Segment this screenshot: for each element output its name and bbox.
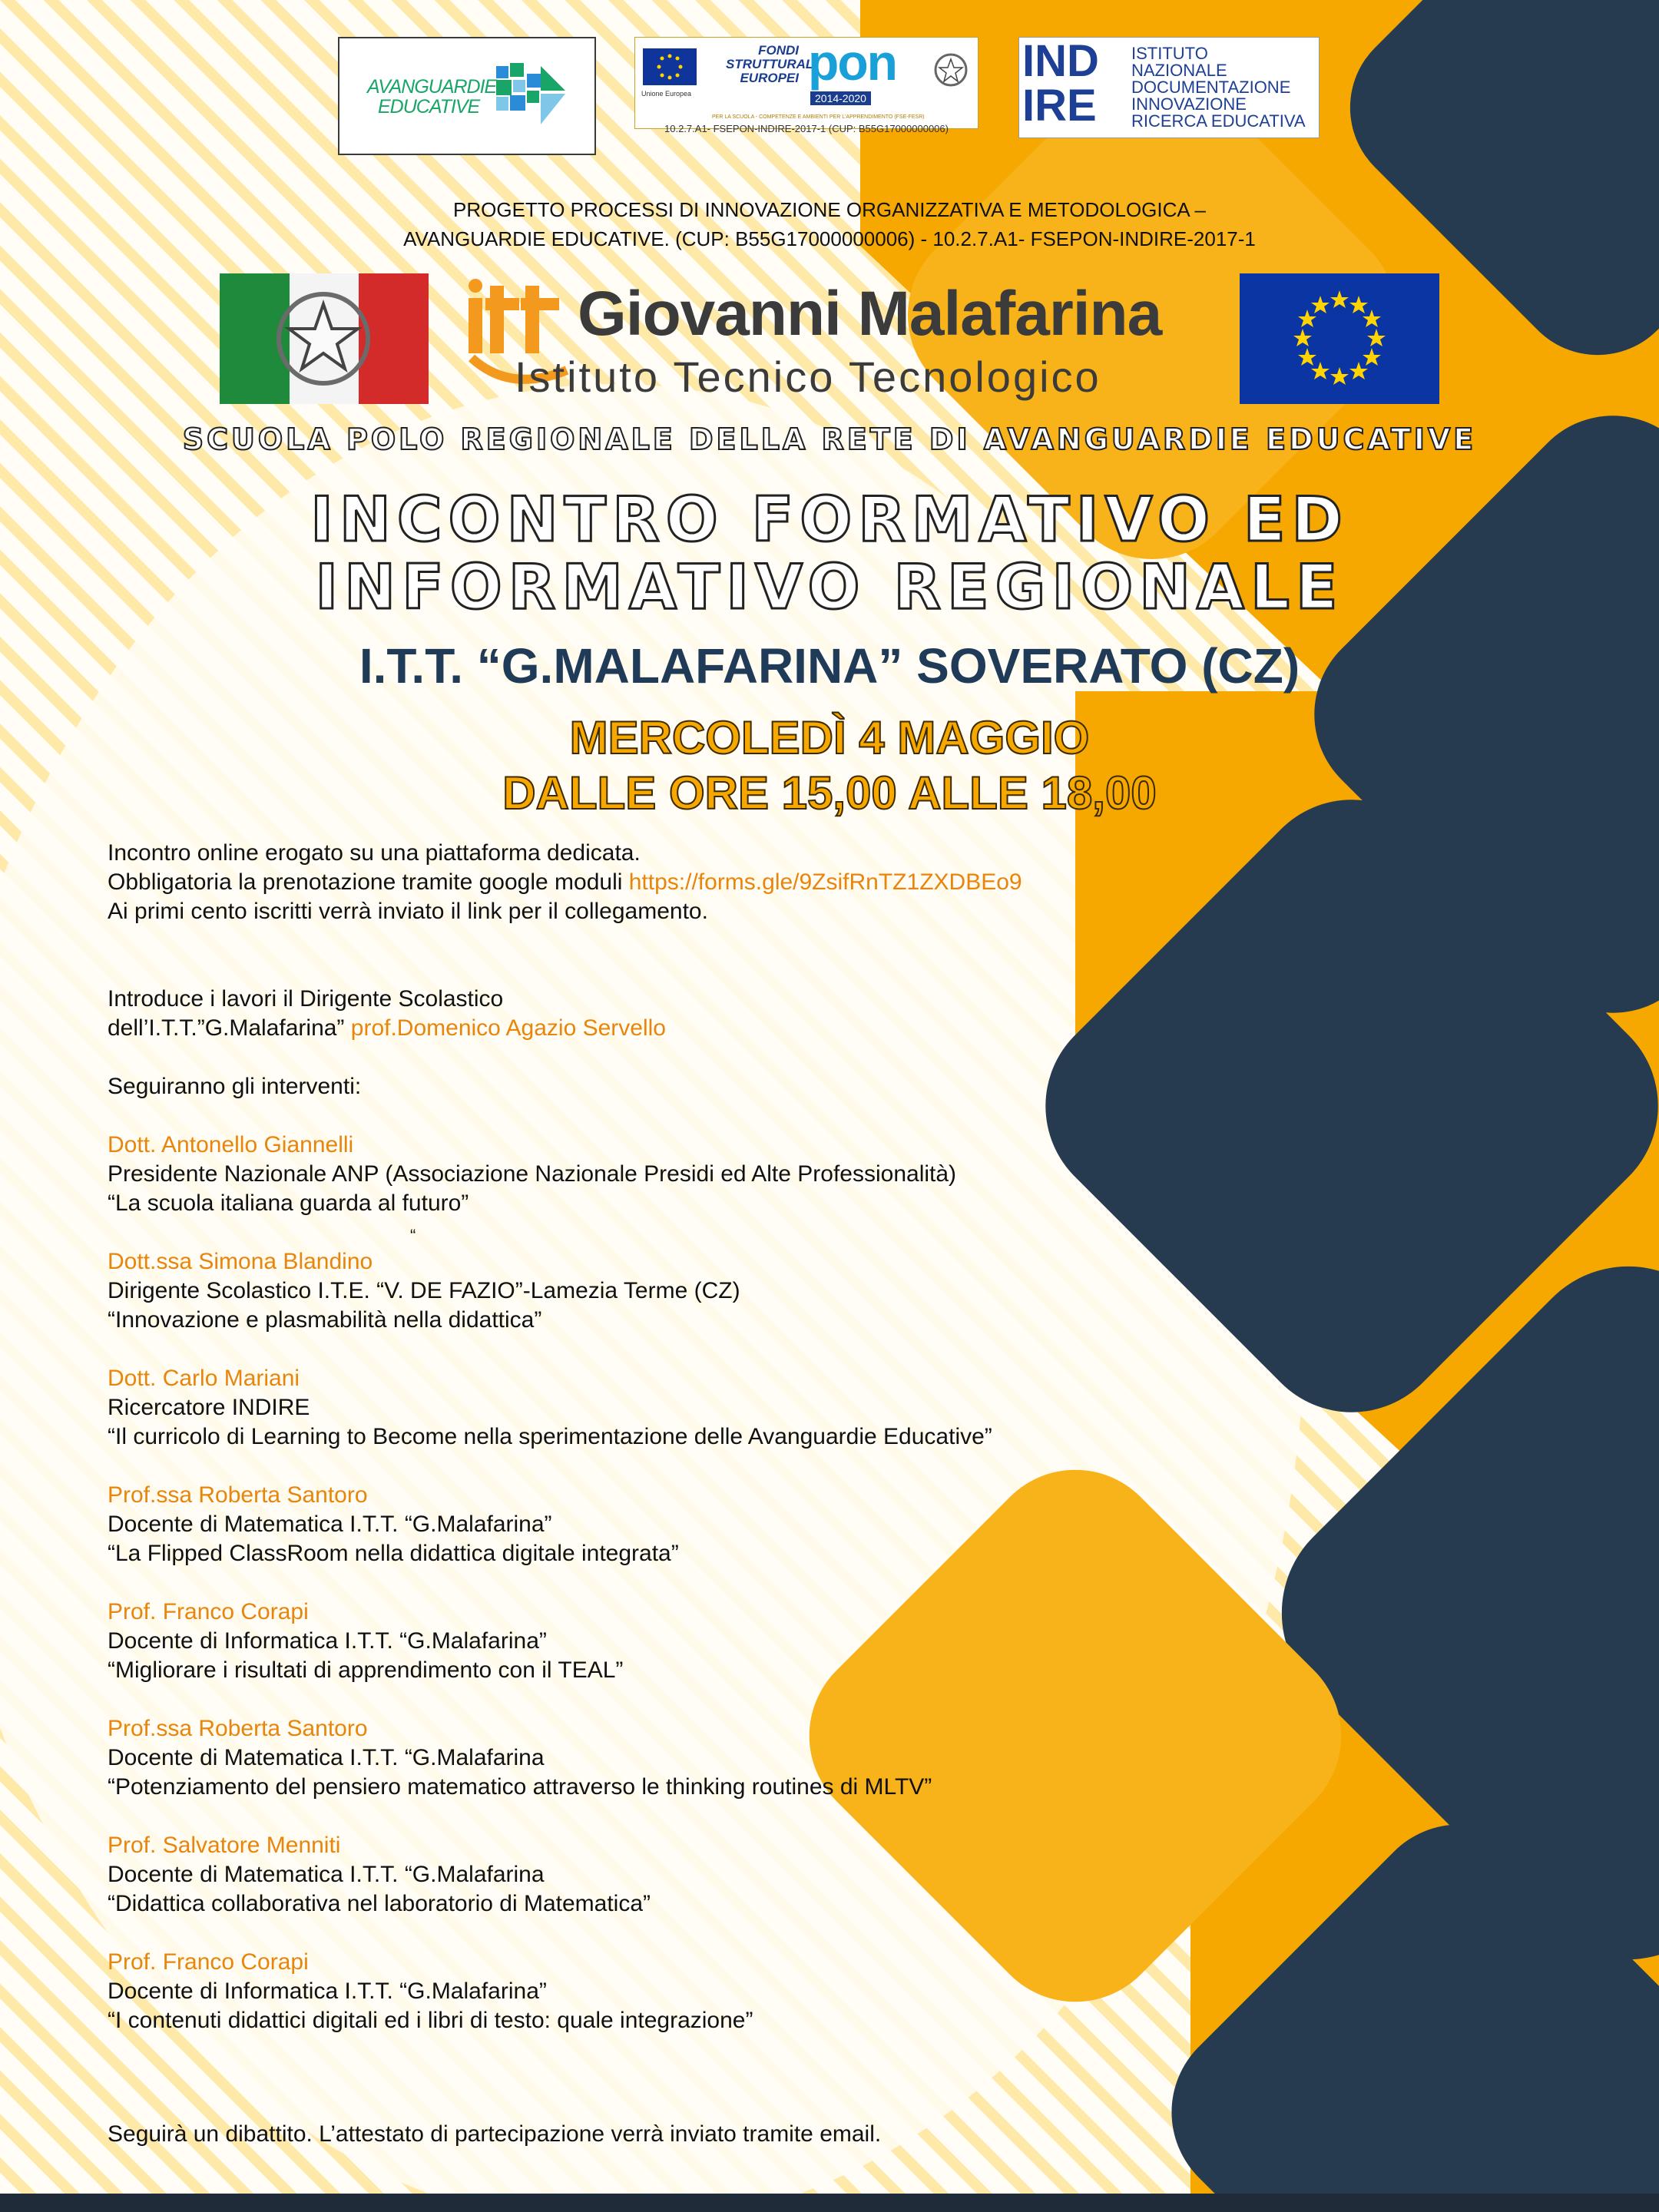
speaker-entry: [108, 1714, 1260, 1802]
dirigente-name: prof.Domenico Agazio Servello: [350, 1015, 666, 1041]
scuola-polo-banner: SCUOLA POLO REGIONALE DELLA RETE DI AVANGUARDIE EDUCATIVE: [182, 422, 1477, 456]
headline-line2: INFORMATIVO REGIONALE: [315, 551, 1344, 623]
speakers-list: [108, 1131, 1260, 2035]
headline-line1: INCONTRO FORMATIVO ED: [310, 484, 1349, 555]
school-name: Giovanni Malafarina: [578, 279, 1162, 349]
speaker-entry: [108, 1948, 1260, 2035]
indire-line1: ISTITUTO: [1131, 44, 1208, 63]
speaker-name: Prof.ssa Roberta Santoro: [108, 1716, 368, 1741]
project-line1: PROGETTO PROCESSI DI INNOVAZIONE ORGANIZZATIVA E METODOLOGICA –: [453, 198, 1206, 221]
pon-logo: [634, 34, 979, 129]
footer-bar: [0, 2194, 1659, 2212]
speaker-role: Docente di Matematica I.T.T. “G.Malafarina: [108, 1745, 545, 1770]
intro-line2: [108, 868, 1260, 897]
venue-title: I.T.T. “G.MALAFARINA” SOVERATO (CZ): [359, 638, 1300, 694]
speaker-name: Prof.ssa Roberta Santoro: [108, 1482, 368, 1508]
intro-line1: Incontro online erogato su una piattaforma dedicata.: [108, 840, 641, 866]
project-line2: AVANGUARDIE EDUCATIVE. (CUP: B55G17000000006) - 10.2.7.A1- FSEPON-INDIRE-2017-1: [403, 227, 1256, 250]
indire-big2: IRE: [1022, 81, 1097, 131]
intro-line3: Ai primi cento iscritti verrà inviato il link per il collegamento.: [108, 899, 708, 924]
project-description: [230, 195, 1429, 253]
event-details: [108, 839, 1260, 2065]
pon-word: pon: [808, 34, 896, 91]
indire-big1: IND: [1022, 36, 1099, 86]
repubblica-emblem-icon: [933, 51, 969, 91]
event-date: MERCOLEDÌ 4 MAGGIO: [569, 712, 1090, 763]
speaker-role: Docente di Informatica I.T.T. “G.Malafarina”: [108, 1628, 547, 1654]
speaker-name: Prof. Salvatore Menniti: [108, 1833, 341, 1858]
stray-quote-mark: “: [410, 1226, 416, 1245]
event-time: DALLE ORE 15,00 ALLE 18,00: [502, 767, 1157, 819]
speaker-talk: “I contenuti didattici digitali ed i libri di testo: quale integrazione”: [108, 2008, 753, 2033]
speaker-talk: “Potenziamento del pensiero matematico attraverso le thinking routines di MLTV”: [108, 1774, 932, 1800]
speaker-role: Docente di Matematica I.T.T. “G.Malafarina: [108, 1862, 545, 1887]
school-subtitle: Istituto Tecnico Tecnologico: [515, 353, 1101, 401]
pon-caption: 10.2.7.A1- FSEPON-INDIRE-2017-1 (CUP: B55G17000000006): [664, 123, 949, 134]
fondi-line3: EUROPEI: [740, 71, 799, 85]
indire-line5: RICERCA EDUCATIVA: [1131, 111, 1306, 131]
avanguardie-line2: EDUCATIVE: [378, 96, 480, 118]
indire-logo: [1018, 37, 1320, 138]
speaker-role: Docente di Matematica I.T.T. “G.Malafarina”: [108, 1512, 552, 1537]
intro-line2-text: Obbligatoria la prenotazione tramite google moduli: [108, 869, 629, 895]
eu-label: Unione Europea: [641, 90, 692, 98]
registration-link[interactable]: https://forms.gle/9ZsifRnTZ1ZXDBEo9: [628, 869, 1022, 895]
pon-strip: PER LA SCUOLA - COMPETENZE E AMBIENTI PER L'APPRENDIMENTO (FSE-FESR): [712, 114, 925, 120]
speaker-role: Dirigente Scolastico I.T.E. “V. DE FAZIO”-Lamezia Terme (CZ): [108, 1278, 740, 1303]
avanguardie-educative-logo: [338, 37, 596, 155]
eu-stars-icon: [1240, 273, 1439, 404]
interventi-label: Seguiranno gli interventi:: [108, 1074, 362, 1099]
indire-line3: DOCUMENTAZIONE: [1131, 78, 1291, 97]
speaker-talk: “La scuola italiana guarda al futuro”: [108, 1190, 469, 1216]
speaker-name: Dott. Carlo Mariani: [108, 1366, 300, 1391]
closing-note: Seguirà un dibattito. L’attestato di partecipazione verrà inviato tramite email.: [108, 2121, 882, 2147]
avanguardie-mosaic-icon: [490, 60, 570, 134]
speaker-talk: “Innovazione e plasmabilità nella didattica”: [108, 1307, 542, 1333]
speaker-entry: [108, 1598, 1260, 1685]
pon-years: 2014-2020: [810, 91, 871, 105]
speaker-name: Prof. Franco Corapi: [108, 1949, 309, 1975]
speaker-talk: “Migliorare i risultati di apprendimento con il TEAL”: [108, 1657, 624, 1683]
emblem-icon: [266, 281, 381, 396]
fondi-line2: STRUTTURALI: [726, 57, 817, 71]
speaker-talk: “Il curricolo di Learning to Become nella sperimentazione delle Avanguardie Educative”: [108, 1424, 992, 1449]
italian-flag-icon: [220, 273, 429, 404]
speaker-entry: [108, 1831, 1260, 1919]
fondi-line1: FONDI: [758, 43, 799, 58]
indire-line2: NAZIONALE: [1131, 61, 1227, 80]
avanguardie-logo-text: [367, 77, 496, 117]
speaker-name: Dott. Antonello Giannelli: [108, 1132, 354, 1157]
pon-fondi: [726, 43, 817, 85]
speaker-entry: [108, 1131, 1260, 1218]
speaker-talk: “La Flipped ClassRoom nella didattica digitale integrata”: [108, 1541, 679, 1566]
speaker-name: Prof. Franco Corapi: [108, 1599, 309, 1624]
speaker-talk: “Didattica collaborativa nel laboratorio di Matematica”: [108, 1891, 651, 1916]
speaker-name: Dott.ssa Simona Blandino: [108, 1249, 373, 1274]
speaker-entry: [108, 1364, 1260, 1452]
eu-flag-icon: [1240, 273, 1439, 404]
indire-line4: INNOVAZIONE: [1131, 94, 1247, 114]
avanguardie-line1: AVANGUARDIE: [367, 76, 497, 98]
eu-mini-flag-icon: [643, 48, 697, 85]
indire-mark: [1022, 36, 1099, 131]
dirigente-line2-text: dell’I.T.T.”G.Malafarina”: [108, 1015, 351, 1041]
dirigente-line1: Introduce i lavori il Dirigente Scolastico: [108, 986, 504, 1012]
dirigente-line2: [108, 1014, 1260, 1043]
speaker-role: Docente di Informatica I.T.T. “G.Malafarina”: [108, 1979, 547, 2004]
indire-wordmark: [1131, 45, 1306, 130]
speaker-role: Ricercatore INDIRE: [108, 1395, 310, 1420]
speaker-role: Presidente Nazionale ANP (Associazione Nazionale Presidi ed Alte Professionalità): [108, 1161, 957, 1187]
speaker-entry: [108, 1481, 1260, 1568]
speaker-entry: [108, 1247, 1260, 1335]
